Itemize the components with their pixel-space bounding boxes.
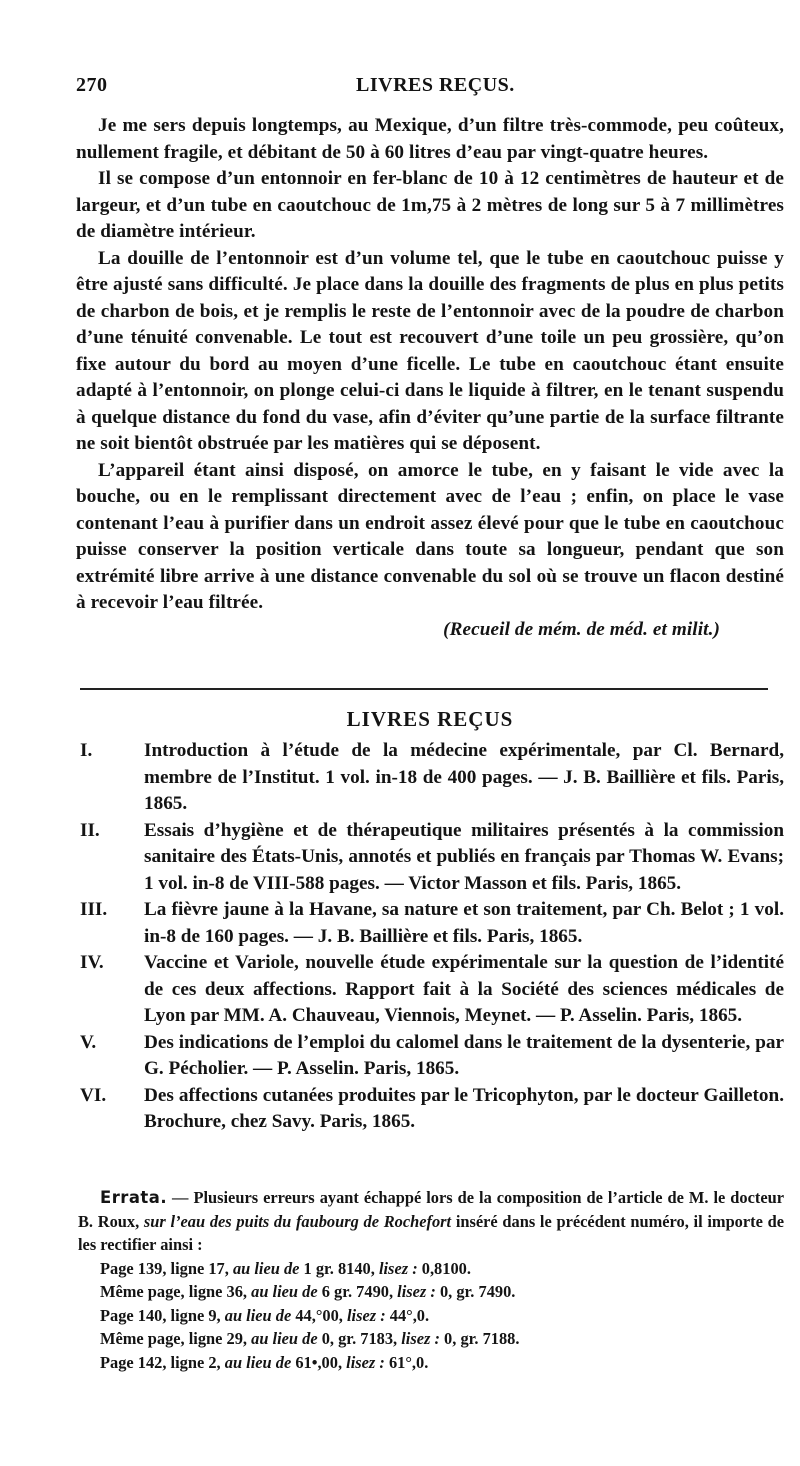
item-number: I.: [80, 740, 93, 761]
section-title: LIVRES REÇUS: [346, 707, 514, 731]
errata-location: Page 139, ligne 17,: [100, 1258, 233, 1278]
list-item: [80, 1083, 784, 1136]
errata-instead-of: au lieu de: [232, 1258, 300, 1278]
errata-line: [78, 1257, 784, 1281]
errata-correct-value: 0, gr. 7490.: [435, 1282, 516, 1301]
item-text: La fièvre jaune à la Havane, sa nature et son traitement, par Ch. Belot ; 1 vol. in-8 de 160 pages. — J. B. Baillière et fils. Paris, 1865.: [144, 899, 784, 947]
errata-instead-of: au lieu de: [251, 1329, 318, 1348]
errata-intro: [78, 1186, 784, 1257]
list-item: [80, 950, 784, 1030]
errata-line: [78, 1304, 784, 1328]
errata-location: Page 142, ligne 2,: [100, 1352, 225, 1372]
books-list: [80, 738, 784, 1136]
item-number: III.: [80, 899, 108, 920]
item-text: Des affections cutanées produites par le Tricophyton, par le docteur Gailleton. Brochure, chez Savy. Paris, 1865.: [144, 1084, 784, 1132]
errata-instead-of: au lieu de: [224, 1352, 292, 1372]
article-citation: (Recueil de mém. de méd. et milit.): [443, 618, 720, 640]
errata-line: [78, 1280, 784, 1304]
errata-location: Page 140, ligne 9,: [100, 1305, 225, 1325]
errata-read: lisez :: [397, 1282, 436, 1301]
page-header: [76, 74, 776, 102]
errata-location: Même page, ligne 29,: [100, 1329, 252, 1348]
item-text: Des indications de l’emploi du calomel dans le traitement de la dysenterie, par G. Pécholier. — P. Asselin. Paris, 1865.: [144, 1031, 784, 1079]
errata-read: lisez :: [378, 1258, 418, 1278]
errata-wrong-value: 61•,00,: [291, 1352, 347, 1372]
errata-correct-value: 44°,0.: [385, 1305, 430, 1325]
errata-read: lisez :: [346, 1305, 386, 1325]
running-title: LIVRES REÇUS.: [356, 74, 515, 96]
article-paragraph: L’appareil étant ainsi disposé, on amorce le tube, en y faisant le vide avec la bouche, ou en le remplissant directement avec de l’eau ; enfin, on place le vase contenant l’eau à purifier dans un endroit assez élevé pour que le tube en caoutchouc puisse conserver la position verticale dans toute sa longueur, pendant que son extrémité libre arrive à une distance convenable du sol où se trouve un flacon destiné à recevoir l’eau filtrée.: [76, 459, 784, 613]
list-item: [80, 738, 784, 818]
item-number: VI.: [80, 1084, 107, 1106]
errata-line: [78, 1351, 784, 1375]
errata-instead-of: au lieu de: [251, 1282, 318, 1301]
item-text: Introduction à l’étude de la médecine expérimentale, par Cl. Bernard, membre de l’Institut. 1 vol. in-18 de 400 pages. — J. B. Baillière et fils. Paris, 1865.: [144, 740, 784, 814]
errata-instead-of: au lieu de: [224, 1305, 292, 1325]
errata-correct-value: 0, gr. 7188.: [439, 1329, 520, 1348]
errata-wrong-value: 0, gr. 7183,: [317, 1329, 402, 1348]
errata-label: Errata.: [100, 1188, 168, 1207]
errata-read: lisez :: [346, 1352, 385, 1372]
article-paragraph: Il se compose d’un entonnoir en fer-blanc de 10 à 12 centimètres de hauteur et de largeur, et d’un tube en caoutchouc de 1m,75 à 2 mètres de long sur 5 à 7 millimètres de diamètre intérieur.: [76, 168, 784, 242]
errata-wrong-value: 1 gr. 8140,: [299, 1258, 379, 1278]
errata-intro-text-end: inséré dans le précédent numéro, il importe de les rectifier ainsi :: [78, 1211, 784, 1254]
errata-article-title: sur l’eau des puits du faubourg de Rochefort: [143, 1211, 452, 1231]
errata-location: Même page, ligne 36,: [100, 1282, 252, 1301]
item-number: II.: [80, 819, 100, 841]
item-number: V.: [80, 1031, 97, 1053]
errata-wrong-value: 6 gr. 7490,: [317, 1282, 398, 1301]
errata-read: lisez :: [401, 1329, 440, 1348]
list-item: [80, 897, 784, 950]
errata-section: [78, 1186, 784, 1374]
item-text: Essais d’hygiène et de thérapeutique militaires présentés à la commission sanitaire des États-Unis, annotés et publiés en français par Thomas W. Evans; 1 vol. in-8 de VIII-588 pages. — Victor Masson et fils. Paris, 1865.: [144, 819, 784, 894]
page-number: 270: [76, 74, 108, 96]
article-body: [76, 113, 784, 643]
item-text: Vaccine et Variole, nouvelle étude expérimentale sur la question de l’identité de ces deux affections. Rapport fait à la Société des sciences médicales de Lyon par MM. A. Chauveau, Viennois, Meynet. — P. Asselin. Paris, 1865.: [144, 952, 784, 1026]
errata-wrong-value: 44,°00,: [291, 1305, 347, 1325]
list-item: [80, 1030, 784, 1083]
article-paragraph: Je me sers depuis longtemps, au Mexique, d’un filtre très-commode, peu coûteux, nullement fragile, et débitant de 50 à 60 litres d’eau par vingt-quatre heures.: [76, 115, 784, 163]
item-number: IV.: [80, 952, 104, 973]
section-divider: [80, 688, 768, 690]
list-item: [80, 818, 784, 898]
article-paragraph: La douille de l’entonnoir est d’un volume tel, que le tube en caoutchouc puisse y être ajusté sans difficulté. Je place dans la douille des fragments de plus en plus petits de charbon de bois, et je remplis le reste de l’entonnoir avec de la poudre de charbon d’une ténuité convenable. Le tout est recouvert d’une toile un peu grossière, qu’on fixe autour du bord au moyen d’une ficelle. Le tube en caoutchouc étant ensuite adapté à l’entonnoir, on plonge celui-ci dans le liquide à filtrer, en le tenant suspendu à quelque distance du fond du vase, afin d’éviter qu’une partie de la surface filtrante ne soit bientôt obstruée par les matières qui se déposent.: [76, 247, 784, 454]
errata-intro-text: — Plusieurs erreurs ayant échappé lors de la composition de l’article de M. le docteur B. Roux,: [78, 1188, 784, 1231]
errata-line: [78, 1327, 784, 1351]
errata-correct-value: 0,8100.: [417, 1258, 471, 1278]
errata-correct-value: 61°,0.: [384, 1352, 429, 1372]
